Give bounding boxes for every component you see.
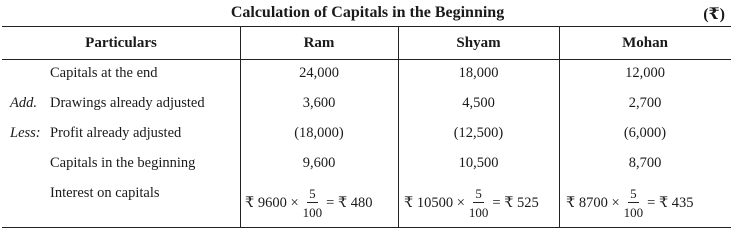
row-label: Drawings already adjusted xyxy=(50,95,205,111)
calc-result: = ₹ 525 xyxy=(492,194,539,211)
shyam-value: 4,500 xyxy=(462,95,495,111)
fraction xyxy=(469,187,489,219)
table-title: Calculation of Capitals in the Beginning xyxy=(230,4,505,21)
mohan-value: 12,000 xyxy=(625,65,665,81)
shyam-interest-calc xyxy=(404,187,539,219)
row-label: Capitals at the end xyxy=(50,65,158,81)
fraction xyxy=(303,187,323,219)
currency-note: (₹) xyxy=(703,6,725,23)
calc-multiplicand: ₹ 10500 × xyxy=(404,194,465,211)
shyam-value: (12,500) xyxy=(453,125,504,141)
header-mohan: Mohan xyxy=(622,35,668,51)
row-prefix: Add. xyxy=(10,95,37,111)
header-ram: Ram xyxy=(303,35,335,51)
mohan-value: 8,700 xyxy=(628,155,662,171)
ram-value: 3,600 xyxy=(302,95,336,111)
mohan-value: (6,000) xyxy=(623,125,667,141)
mohan-value: 2,700 xyxy=(628,95,662,111)
fraction-numerator: 5 xyxy=(630,186,637,201)
interest-row xyxy=(2,185,731,221)
ram-value: 24,000 xyxy=(299,65,339,81)
calc-result: = ₹ 480 xyxy=(326,194,373,211)
calc-result: = ₹ 435 xyxy=(647,194,694,211)
fraction-numerator: 5 xyxy=(309,186,316,201)
calc-multiplicand: ₹ 9600 × xyxy=(245,194,299,211)
shyam-value: 10,500 xyxy=(458,155,499,171)
header-shyam: Shyam xyxy=(456,35,501,51)
row-prefix: Less: xyxy=(10,125,41,141)
fraction-denominator: 100 xyxy=(302,205,323,220)
row-label: Interest on capitals xyxy=(50,185,160,201)
row-label: Capitals in the beginning xyxy=(50,155,196,171)
header-divider xyxy=(2,59,731,60)
shyam-value: 18,000 xyxy=(458,65,499,81)
fraction-denominator: 100 xyxy=(468,205,489,220)
ram-value: (18,000) xyxy=(294,125,344,141)
ram-value: 9,600 xyxy=(302,155,336,171)
fraction xyxy=(624,187,644,219)
row-label: Profit already adjusted xyxy=(50,125,182,141)
capitals-table xyxy=(2,26,731,228)
mohan-interest-calc xyxy=(566,187,694,219)
fraction-denominator: 100 xyxy=(623,205,644,220)
fraction-numerator: 5 xyxy=(475,186,482,201)
calc-multiplicand: ₹ 8700 × xyxy=(566,194,620,211)
header-particulars: Particulars xyxy=(85,35,157,51)
ram-interest-calc xyxy=(245,187,373,219)
